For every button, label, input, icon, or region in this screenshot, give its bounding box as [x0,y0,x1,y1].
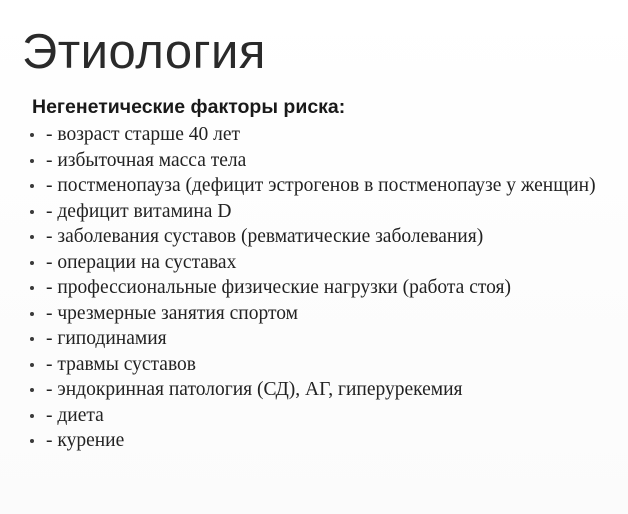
bullet-icon [30,388,34,392]
slide-title: Этиология [22,25,266,79]
list-item-text: - заболевания суставов (ревматические заболевания) [46,226,484,247]
list-item [0,403,628,429]
list-item-text: - чрезмерные занятия спортом [46,302,298,324]
risk-factor-list [0,122,628,454]
list-item-text: - постменопауза (дефицит эстрогенов в постменопаузе у женщин) [46,175,596,196]
list-item-text: - эндокринная патология (СД), АГ, гиперурекемия [46,379,463,400]
list-item-text: - дефицит витамина D [46,200,232,222]
bullet-icon [30,414,34,418]
bullet-icon [30,184,34,188]
list-item [0,377,628,403]
list-item [0,250,628,276]
list-item-text: - гиподинамия [46,328,167,349]
list-item [0,326,628,352]
bullet-icon [30,133,34,137]
list-item [0,428,628,454]
list-item [0,199,628,225]
bullet-icon [30,159,34,163]
bullet-icon [30,337,34,341]
bullet-icon [30,439,34,443]
list-item [0,173,628,199]
bullet-icon [30,312,34,316]
bullet-icon [30,286,34,290]
list-item-text: - операции на суставах [46,251,237,273]
list-item-text: - курение [46,430,125,451]
list-item [0,224,628,250]
list-item [0,301,628,327]
list-item [0,275,628,301]
list-item-text: - травмы суставов [46,353,196,375]
slide-subtitle: Негенетические факторы риска: [32,96,346,118]
bullet-icon [30,261,34,265]
bullet-icon [30,363,34,367]
list-item [0,148,628,174]
list-item-text: - профессиональные физические нагрузки (работа стоя) [46,277,511,298]
list-item-text: - избыточная масса тела [46,149,247,171]
list-item [0,122,628,148]
list-item-text: - диета [46,404,104,426]
list-item [0,352,628,378]
bullet-icon [30,235,34,239]
bullet-icon [30,210,34,214]
list-item-text: - возраст старше 40 лет [46,124,241,145]
